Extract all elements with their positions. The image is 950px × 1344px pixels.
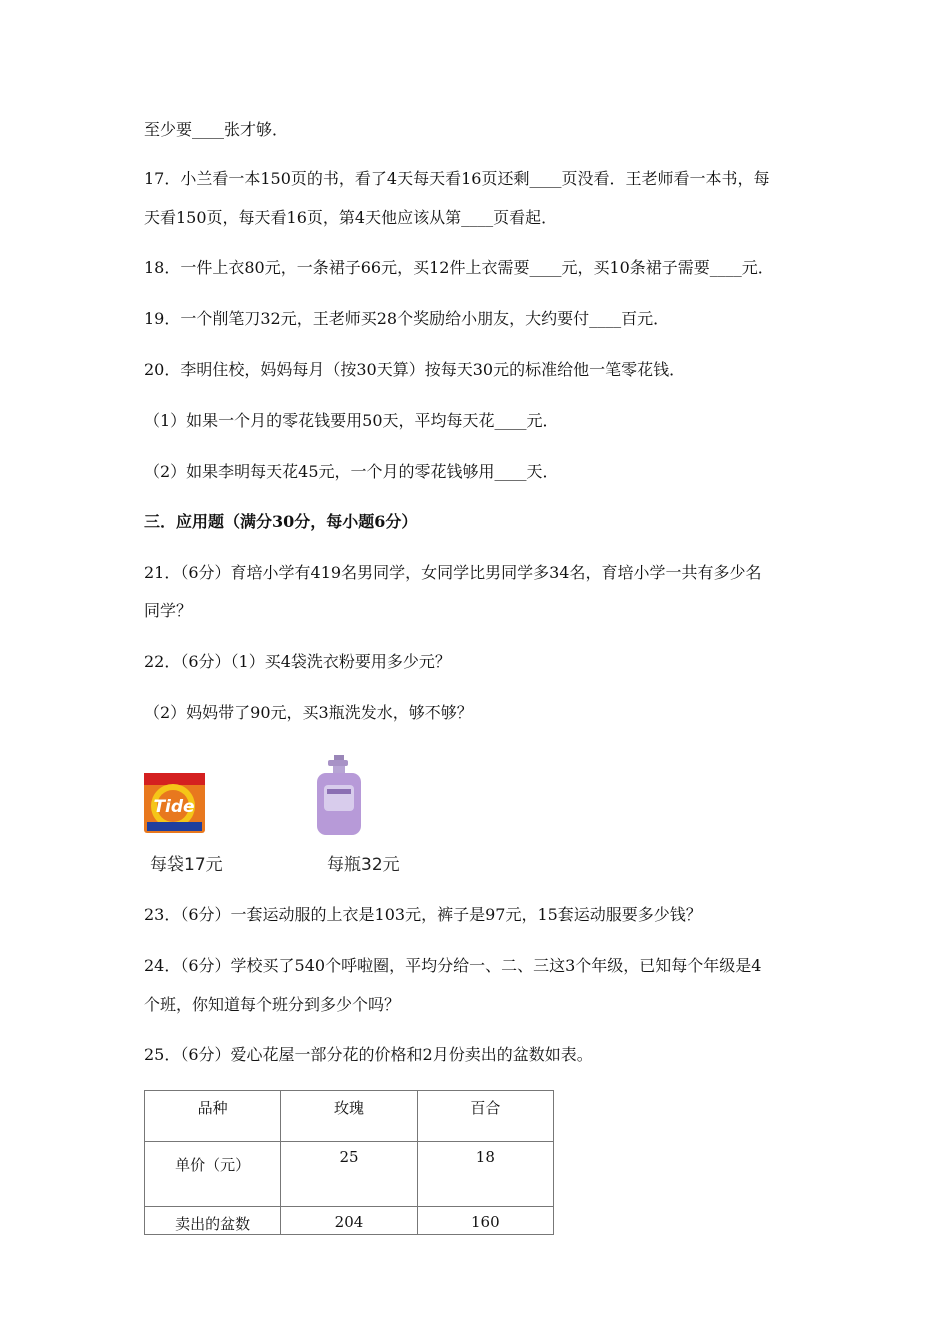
shampoo-bottle-image [314, 755, 364, 837]
question-20-part-1: （1）如果一个月的零花钱要用50天，平均每天花____元． [144, 411, 559, 430]
question-17-line-1: 17．小兰看一本150页的书，看了4天每天看16页还剩____页没看．王老师看一本书，每 [144, 169, 770, 188]
table-row [145, 1207, 554, 1235]
table-cell: 18 [417, 1142, 553, 1207]
table-cell: 160 [417, 1207, 553, 1235]
table-row [145, 1091, 554, 1142]
line-16-continuation: 至少要____张才够． [144, 120, 289, 139]
question-25: 25．（6分）爱心花屋一部分花的价格和2月份卖出的盆数如表。 [144, 1045, 593, 1064]
question-17-line-2: 天看150页，每天看16页，第4天他应该从第____页看起． [144, 208, 558, 227]
detergent-bag-image [143, 772, 206, 834]
question-19: 19．一个削笔刀32元，王老师买28个奖励给小朋友，大约要付____百元． [144, 309, 670, 328]
table-cell: 25 [281, 1142, 417, 1207]
question-18: 18．一件上衣80元，一条裙子66元，买12件上衣需要____元，买10条裙子需要____元． [144, 258, 774, 277]
table-cell: 品种 [145, 1091, 281, 1142]
flower-sales-table [144, 1090, 554, 1235]
shampoo-bottle-icon [314, 755, 364, 837]
question-20: 20．李明住校，妈妈每月（按30天算）按每天30元的标准给他一笔零花钱． [144, 360, 686, 379]
question-22-part-2: （2）妈妈带了90元，买3瓶洗发水，够不够？ [144, 703, 473, 722]
table-cell: 204 [281, 1207, 417, 1235]
question-24-line-2: 个班，你知道每个班分到多少个吗？ [144, 995, 401, 1014]
table-cell: 玫瑰 [281, 1091, 417, 1142]
detergent-price-label: 每袋17元 [150, 855, 223, 875]
section-heading-applications: 三．应用题（满分30分，每小题6分） [144, 512, 418, 531]
question-20-part-2: （2）如果李明每天花45元，一个月的零花钱够用____天． [144, 462, 559, 481]
question-22: 22．（6分）（1）买4袋洗衣粉要用多少元？ [144, 652, 451, 671]
question-21-line-1: 21．（6分）育培小学有419名男同学，女同学比男同学多34名，育培小学一共有多少名 [144, 563, 762, 582]
detergent-bag-icon [143, 772, 206, 834]
table-cell: 卖出的盆数 [145, 1207, 281, 1235]
detergent-brand-text: Tide [153, 797, 195, 817]
shampoo-price-label: 每瓶32元 [327, 855, 400, 875]
table-cell: 单价（元） [145, 1142, 281, 1207]
question-24-line-1: 24．（6分）学校买了540个呼啦圈，平均分给一、二、三这3个年级，已知每个年级是4 [144, 956, 762, 975]
question-21-line-2: 同学？ [144, 601, 193, 620]
table-row [145, 1142, 554, 1207]
table-cell: 百合 [417, 1091, 553, 1142]
question-23: 23．（6分）一套运动服的上衣是103元，裤子是97元，15套运动服要多少钱？ [144, 905, 702, 924]
